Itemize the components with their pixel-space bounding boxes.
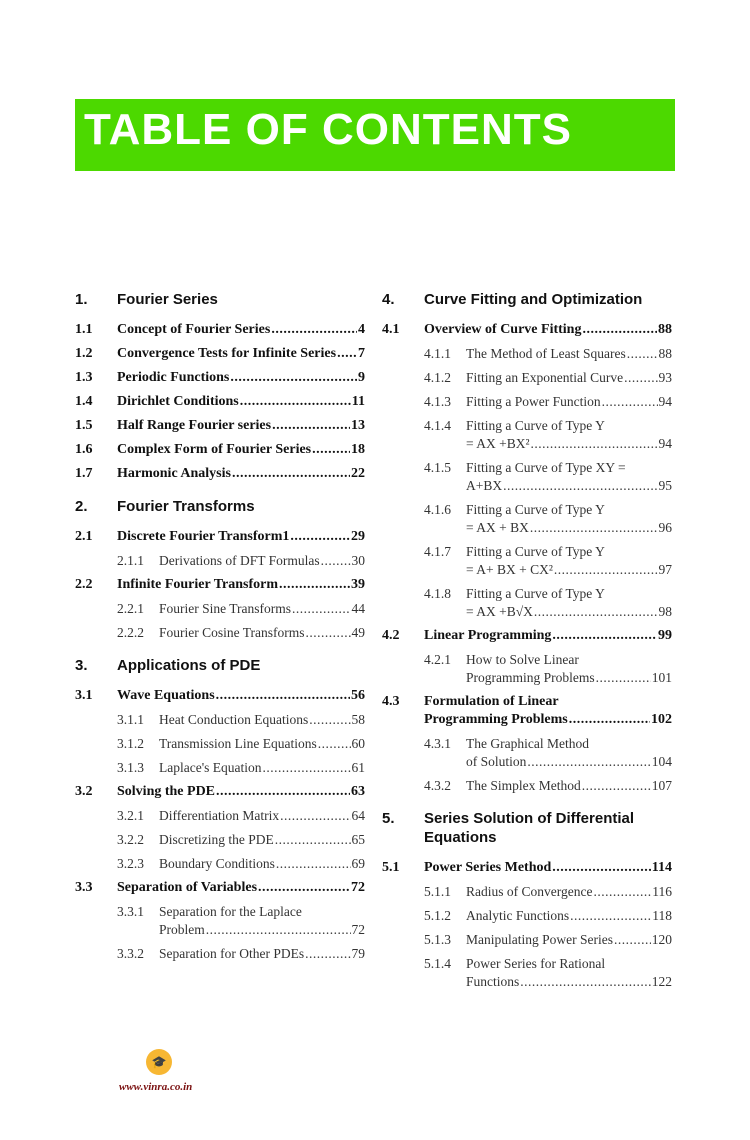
entry-title: Complex Form of Fourier Series (117, 442, 312, 457)
toc-subentry[interactable] (382, 883, 672, 901)
entry-page: 65 (351, 832, 365, 847)
dot-leader (258, 879, 350, 897)
entry-number: 3.1.3 (117, 760, 144, 775)
entry-number: 1.4 (75, 394, 93, 409)
dot-leader (318, 735, 351, 753)
entry-page: 122 (651, 974, 672, 989)
entry-page: 94 (658, 436, 672, 451)
dot-leader (614, 931, 651, 949)
publisher-url: www.vinra.co.in (119, 1081, 193, 1093)
entry-title: The Method of Least Squares (466, 346, 626, 361)
entry-number: 5.1.1 (424, 884, 451, 899)
entry-title: Concept of Fourier Series (117, 322, 271, 337)
entry-page: 30 (351, 553, 365, 568)
entry-title: = A+ BX + CX² (466, 562, 553, 577)
entry-page: 22 (351, 466, 365, 481)
dot-leader (321, 552, 351, 570)
dot-leader (309, 711, 350, 729)
dot-leader (520, 973, 650, 991)
entry-page: 95 (658, 478, 672, 493)
toc-entry[interactable] (382, 321, 672, 339)
section-number: 5. (382, 810, 395, 827)
entry-number: 4.1.5 (424, 460, 451, 475)
entry-number: 1.6 (75, 442, 93, 457)
entry-title: Harmonic Analysis (117, 466, 231, 481)
entry-number: 3.3 (75, 880, 93, 895)
entry-title: Solving the PDE (117, 784, 216, 799)
toc-subentry[interactable] (75, 600, 365, 618)
dot-leader (503, 477, 657, 495)
entry-page: 72 (351, 880, 365, 895)
entry-title: How to Solve Linear (466, 652, 579, 667)
entry-title: The Simplex Method (466, 778, 581, 793)
dot-leader (240, 393, 351, 411)
entry-page: 64 (351, 808, 365, 823)
entry-title: Half Range Fourier series (117, 418, 272, 433)
entry-title: = AX +BX² (466, 436, 530, 451)
toc-entry[interactable] (75, 345, 365, 363)
entry-page: 118 (652, 908, 672, 923)
toc-entry[interactable] (75, 441, 365, 459)
entry-number: 1.1 (75, 322, 93, 337)
dot-leader (275, 831, 351, 849)
entry-number: 2.1 (75, 529, 93, 544)
toc-entry[interactable] (75, 321, 365, 339)
entry-page: 4 (358, 322, 365, 337)
entry-title: Functions (466, 974, 520, 989)
entry-title: Fourier Cosine Transforms (159, 625, 305, 640)
entry-title: Problem (159, 922, 205, 937)
toc-subentry[interactable] (75, 735, 365, 753)
toc-subentry[interactable] (75, 552, 365, 570)
entry-number: 2.1.1 (117, 553, 144, 568)
dot-leader (272, 417, 350, 435)
toc-subentry[interactable] (75, 807, 365, 825)
dot-leader (271, 321, 357, 339)
toc-left-column (75, 290, 365, 969)
toc-entry[interactable] (75, 783, 365, 801)
dot-leader (530, 519, 658, 537)
dot-leader (279, 576, 350, 594)
toc-entry[interactable] (75, 879, 365, 897)
entry-title: Transmission Line Equations (159, 736, 317, 751)
entry-title: The Graphical Method (466, 736, 589, 751)
entry-title: Linear Programming (424, 628, 552, 643)
dot-leader (292, 600, 350, 618)
entry-page: 114 (651, 860, 672, 875)
entry-page: 58 (351, 712, 365, 727)
entry-number: 4.1.3 (424, 394, 451, 409)
dot-leader (263, 759, 351, 777)
entry-page: 44 (351, 601, 365, 616)
dot-leader (593, 883, 651, 901)
section-number: 2. (75, 498, 88, 515)
toc-entry[interactable] (75, 528, 365, 546)
dot-leader (534, 603, 658, 621)
entry-number: 3.2.1 (117, 808, 144, 823)
dot-leader (305, 945, 350, 963)
toc-subentry[interactable] (382, 393, 672, 411)
entry-page: 29 (351, 529, 365, 544)
entry-title: Discrete Fourier Transform1 (117, 529, 290, 544)
entry-title: Wave Equations (117, 688, 215, 703)
entry-page: 69 (351, 856, 365, 871)
entry-number: 3.3.1 (117, 904, 144, 919)
section-title: Series Solution of Differential (424, 810, 635, 827)
toc-subentry[interactable] (382, 931, 672, 949)
dot-leader (276, 855, 351, 873)
entry-number: 4.1.7 (424, 544, 451, 559)
toc-subentry[interactable] (382, 735, 672, 771)
page-title: TABLE OF CONTENTS (84, 105, 572, 154)
dot-leader (627, 345, 658, 363)
entry-title: Separation for Other PDEs (159, 946, 305, 961)
entry-number: 5.1.3 (424, 932, 451, 947)
dot-leader (232, 465, 350, 483)
toc-entry[interactable] (382, 693, 672, 729)
entry-title: Power Series Method (424, 860, 552, 875)
entry-number: 4.3.1 (424, 736, 451, 751)
entry-title: Formulation of Linear (424, 694, 559, 709)
toc-subentry[interactable] (382, 585, 672, 621)
entry-page: 61 (351, 760, 365, 775)
entry-number: 2.2.2 (117, 625, 144, 640)
section-title: Fourier Series (117, 291, 218, 308)
dot-leader (216, 783, 350, 801)
section-heading[interactable] (75, 497, 365, 516)
entry-title: Differentiation Matrix (159, 808, 280, 823)
toc-subentry[interactable] (75, 711, 365, 729)
entry-title: Fitting a Power Function (466, 394, 601, 409)
toc-subentry[interactable] (382, 369, 672, 387)
entry-number: 2.2.1 (117, 601, 144, 616)
section-number: 1. (75, 291, 88, 308)
entry-page: 56 (351, 688, 365, 703)
entry-number: 3.2.3 (117, 856, 144, 871)
entry-title: A+BX (466, 478, 503, 493)
section-number: 4. (382, 291, 395, 308)
dot-leader (552, 859, 651, 877)
entry-title: of Solution (466, 754, 527, 769)
dot-leader (582, 777, 651, 795)
section-number: 3. (75, 657, 88, 674)
section-title: Equations (424, 829, 497, 846)
dot-leader (216, 687, 350, 705)
entry-number: 5.1.4 (424, 956, 451, 971)
entry-number: 4.1.2 (424, 370, 451, 385)
entry-title: Fitting an Exponential Curve (466, 370, 624, 385)
entry-title: Analytic Functions (466, 908, 570, 923)
toc-entry[interactable] (75, 369, 365, 387)
entry-title: Periodic Functions (117, 370, 230, 385)
toc-entry[interactable] (75, 393, 365, 411)
entry-title: Radius of Convergence (466, 884, 593, 899)
entry-page: 7 (358, 346, 365, 361)
entry-title: Power Series for Rational (466, 956, 606, 971)
dot-leader (230, 369, 357, 387)
entry-number: 2.2 (75, 577, 93, 592)
toc-subentry[interactable] (382, 501, 672, 537)
entry-page: 96 (658, 520, 672, 535)
entry-page: 63 (351, 784, 365, 799)
entry-number: 4.1.6 (424, 502, 451, 517)
dot-leader (624, 369, 657, 387)
entry-title: Fitting a Curve of Type Y (466, 502, 605, 517)
toc-subentry[interactable] (75, 945, 365, 963)
dot-leader (569, 711, 650, 729)
entry-title: Boundary Conditions (159, 856, 275, 871)
toc-subentry[interactable] (382, 651, 672, 687)
entry-number: 3.3.2 (117, 946, 144, 961)
toc-subentry[interactable] (75, 831, 365, 849)
entry-page: 116 (652, 884, 672, 899)
entry-title: Separation for the Laplace (159, 904, 302, 919)
toc-entry[interactable] (75, 465, 365, 483)
entry-page: 88 (658, 346, 672, 361)
entry-number: 4.3 (382, 694, 400, 709)
entry-page: 104 (651, 754, 672, 769)
entry-number: 4.1 (382, 322, 400, 337)
entry-number: 4.2 (382, 628, 400, 643)
toc-entry[interactable] (75, 687, 365, 705)
entry-number: 4.2.1 (424, 652, 451, 667)
dot-leader (280, 807, 350, 825)
dot-leader (206, 921, 351, 939)
entry-number: 1.5 (75, 418, 93, 433)
entry-page: 11 (351, 394, 365, 409)
entry-page: 88 (658, 322, 672, 337)
dot-leader (312, 441, 350, 459)
entry-title: Discretizing the PDE (159, 832, 274, 847)
section-heading[interactable] (382, 290, 672, 309)
entry-page: 18 (351, 442, 365, 457)
dot-leader (306, 624, 351, 642)
entry-number: 4.1.8 (424, 586, 451, 601)
entry-title: Fitting a Curve of Type Y (466, 418, 605, 433)
entry-number: 4.1.1 (424, 346, 451, 361)
entry-number: 5.1.2 (424, 908, 451, 923)
toc-subentry[interactable] (382, 345, 672, 363)
section-title: Fourier Transforms (117, 498, 255, 515)
entry-page: 60 (351, 736, 365, 751)
entry-page: 98 (658, 604, 672, 619)
entry-page: 102 (651, 712, 672, 727)
entry-page: 49 (351, 625, 365, 640)
entry-title: Derivations of DFT Formulas (159, 553, 320, 568)
entry-number: 1.3 (75, 370, 93, 385)
toc-subentry[interactable] (382, 543, 672, 579)
entry-page: 120 (651, 932, 672, 947)
dot-leader (554, 561, 658, 579)
dot-leader (531, 435, 658, 453)
entry-title: Fitting a Curve of Type Y (466, 544, 605, 559)
toc-subentry[interactable] (382, 907, 672, 925)
entry-page: 39 (351, 577, 365, 592)
dot-leader (570, 907, 651, 925)
dot-leader (290, 528, 350, 546)
entry-page: 72 (351, 922, 365, 937)
entry-title: Programming Problems (424, 712, 568, 727)
toc-subentry[interactable] (382, 955, 672, 991)
entry-title: Fourier Sine Transforms (159, 601, 292, 616)
dot-leader (337, 345, 357, 363)
dot-leader (602, 393, 658, 411)
entry-title: Programming Problems (466, 670, 595, 685)
section-heading[interactable] (382, 809, 672, 847)
entry-page: 93 (658, 370, 672, 385)
entry-title: Overview of Curve Fitting (424, 322, 582, 337)
toc-subentry[interactable] (75, 759, 365, 777)
toc-subentry[interactable] (382, 777, 672, 795)
entry-number: 3.2 (75, 784, 93, 799)
section-title: Applications of PDE (117, 657, 261, 674)
entry-number: 4.1.4 (424, 418, 451, 433)
section-heading[interactable] (75, 290, 365, 309)
entry-page: 79 (351, 946, 365, 961)
entry-number: 4.3.2 (424, 778, 451, 793)
toc-entry[interactable] (382, 627, 672, 645)
publisher-logo-icon: 🎓 (146, 1049, 172, 1075)
dot-leader (582, 321, 657, 339)
toc-right-column (382, 290, 672, 997)
entry-title: Fitting a Curve of Type Y (466, 586, 605, 601)
entry-page: 9 (358, 370, 365, 385)
toc-entry[interactable] (75, 417, 365, 435)
title-banner (75, 99, 675, 171)
entry-page: 94 (658, 394, 672, 409)
dot-leader (552, 627, 657, 645)
entry-number: 3.2.2 (117, 832, 144, 847)
entry-page: 99 (658, 628, 672, 643)
section-title: Curve Fitting and Optimization (424, 291, 643, 308)
entry-page: 13 (351, 418, 365, 433)
toc-entry[interactable] (75, 576, 365, 594)
entry-number: 5.1 (382, 860, 400, 875)
entry-number: 1.2 (75, 346, 93, 361)
entry-title: Manipulating Power Series (466, 932, 613, 947)
entry-title: Convergence Tests for Infinite Series (117, 346, 337, 361)
entry-title: = AX +B√X (466, 604, 533, 619)
dot-leader (596, 669, 651, 687)
entry-title: Dirichlet Conditions (117, 394, 239, 409)
section-heading[interactable] (75, 656, 365, 675)
toc-subentry[interactable] (382, 459, 672, 495)
toc-subentry[interactable] (75, 855, 365, 873)
entry-title: Fitting a Curve of Type XY = (466, 460, 626, 475)
toc-entry[interactable] (382, 859, 672, 877)
entry-number: 1.7 (75, 466, 93, 481)
toc-subentry[interactable] (75, 624, 365, 642)
entry-page: 101 (651, 670, 672, 685)
entry-title: = AX + BX (466, 520, 529, 535)
entry-number: 3.1 (75, 688, 93, 703)
dot-leader (527, 753, 650, 771)
entry-page: 107 (651, 778, 672, 793)
entry-page: 97 (658, 562, 672, 577)
toc-subentry[interactable] (382, 417, 672, 453)
entry-number: 3.1.2 (117, 736, 144, 751)
entry-title: Heat Conduction Equations (159, 712, 309, 727)
toc-subentry[interactable] (75, 903, 365, 939)
entry-number: 3.1.1 (117, 712, 144, 727)
entry-title: Separation of Variables (117, 880, 258, 895)
entry-title: Infinite Fourier Transform (117, 577, 278, 592)
entry-title: Laplace's Equation (159, 760, 262, 775)
